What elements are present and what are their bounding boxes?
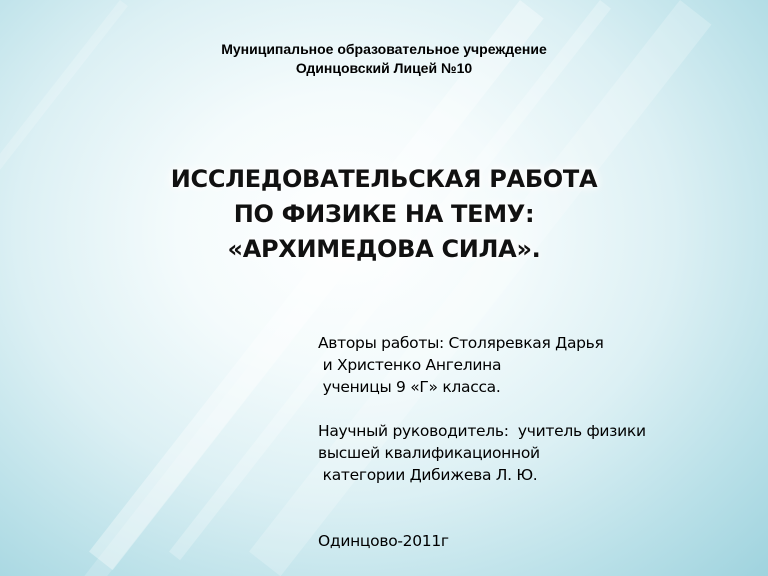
spacer [318, 486, 758, 530]
slide-title-line-2: ПО ФИЗИКЕ НА ТЕМУ: [233, 200, 535, 228]
slide-title-line-1: ИССЛЕДОВАТЕЛЬСКАЯ РАБОТА [170, 165, 598, 193]
school-header-line-1: Муниципальное образовательное учреждение [221, 41, 547, 57]
school-header [0, 40, 768, 78]
supervisor-line-3: категории Дибижева Л. Ю. [318, 466, 538, 484]
slide-title-line-3: «АРХИМЕДОВА СИЛА». [227, 235, 541, 263]
credits-block [318, 332, 758, 552]
slide-title [0, 162, 768, 267]
authors-line-1: Авторы работы: Столяревкая Дарья [318, 334, 604, 352]
authors-line-3: ученицы 9 «Г» класса. [318, 378, 501, 396]
place-year: Одинцово-2011г [318, 532, 449, 550]
supervisor-line-2: высшей квалификационной [318, 444, 540, 462]
spacer [318, 398, 758, 420]
school-header-line-2: Одинцовский Лицей №10 [295, 60, 473, 76]
authors-line-2: и Христенко Ангелина [318, 356, 502, 374]
supervisor-line-1: Научный руководитель: учитель физики [318, 422, 646, 440]
